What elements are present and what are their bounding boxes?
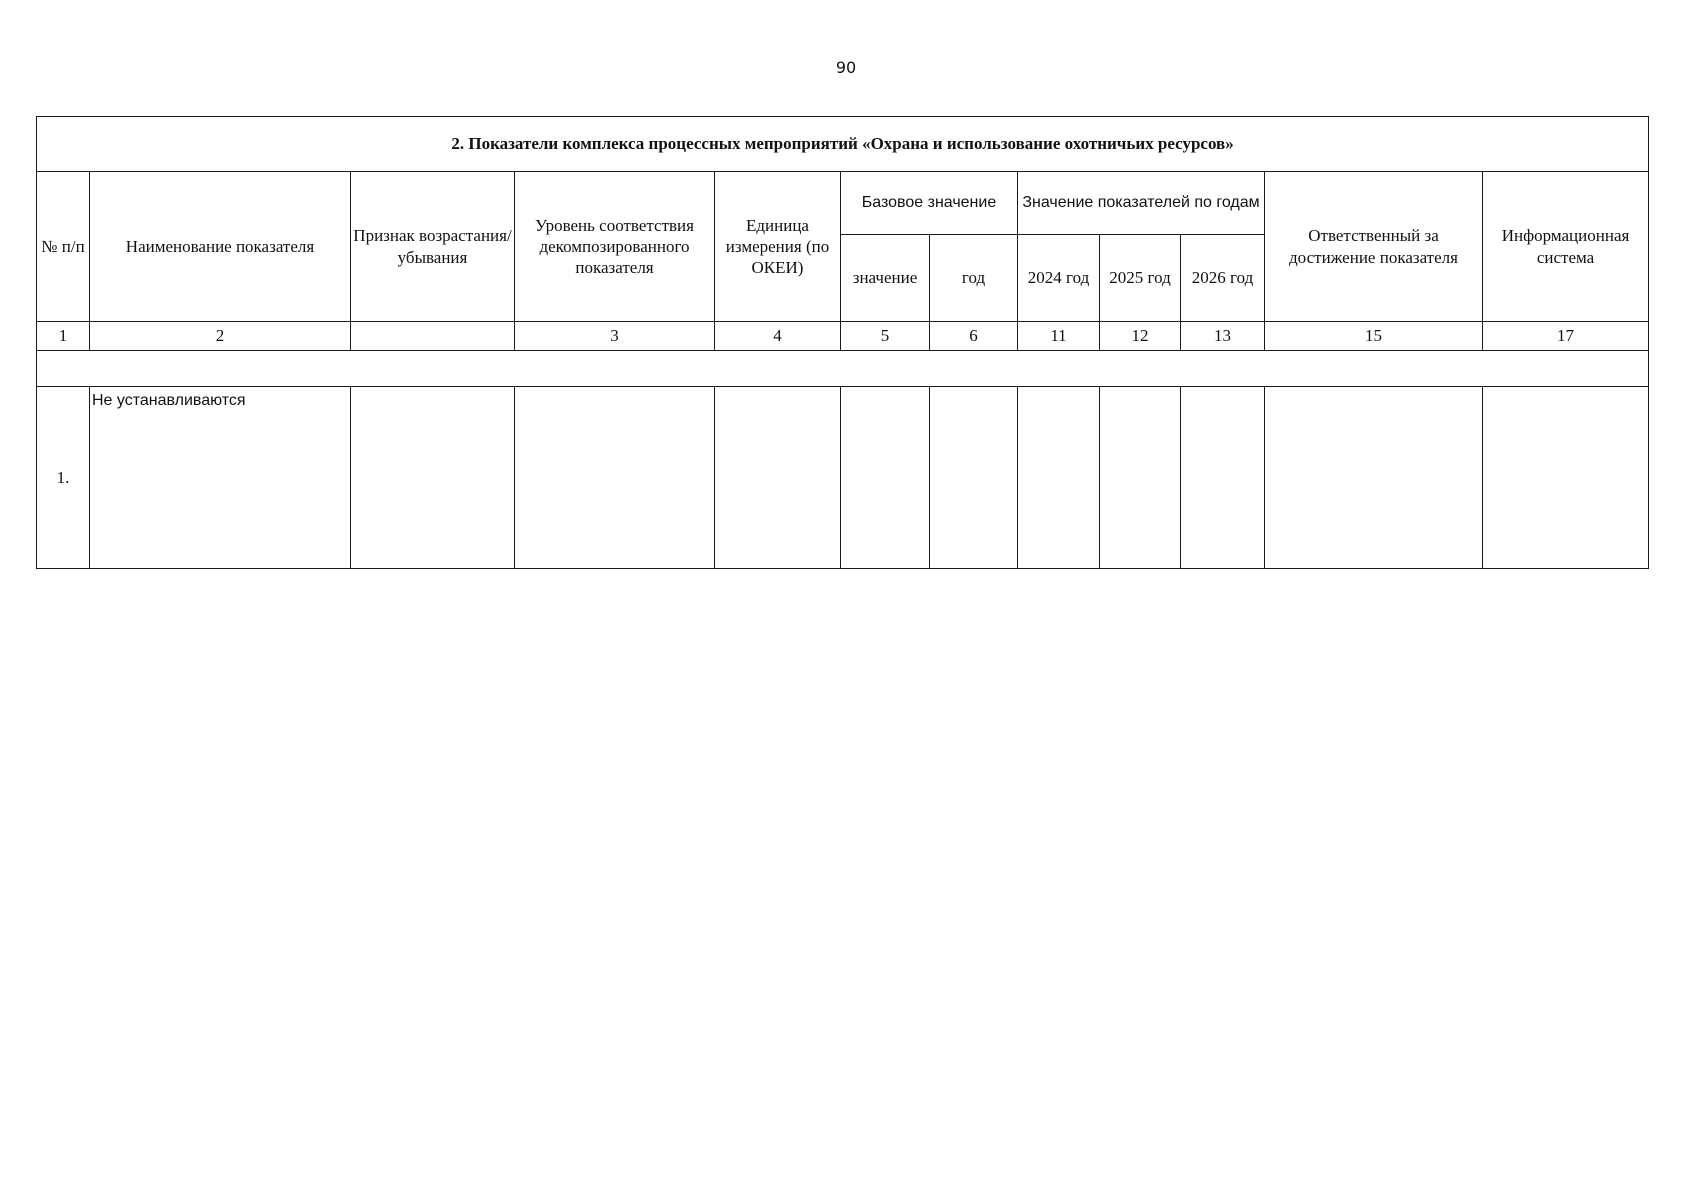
header-name: Наименование показателя: [90, 172, 351, 322]
header-year-2026: 2026 год: [1181, 235, 1265, 322]
header-year-2025: 2025 год: [1100, 235, 1181, 322]
header-years-group: Значение показателей по годам: [1018, 172, 1265, 235]
column-number: 12: [1100, 322, 1181, 351]
column-number: 5: [841, 322, 930, 351]
row-2025-cell: [1100, 387, 1181, 569]
header-base-value: значение: [841, 235, 930, 322]
header-base: Базовое значение: [841, 172, 1018, 235]
header-row-top: [37, 172, 1649, 235]
title-row: [37, 117, 1649, 172]
header-unit: Единица измерения (по ОКЕИ): [715, 172, 841, 322]
column-number: 17: [1483, 322, 1649, 351]
row-index: 1.: [37, 387, 90, 569]
header-level: Уровень соответствия декомпозированного показателя: [515, 172, 715, 322]
row-info-system-cell: [1483, 387, 1649, 569]
column-number: 13: [1181, 322, 1265, 351]
column-number: 4: [715, 322, 841, 351]
row-responsible-cell: [1265, 387, 1483, 569]
row-sign-cell: [351, 387, 515, 569]
row-name: Не устанавливаются: [90, 387, 351, 569]
table-title: 2. Показатели комплекса процессных мепроприятий «Охрана и использование охотничьих ресурсов»: [37, 117, 1649, 172]
row-base-value-cell: [841, 387, 930, 569]
column-number: 6: [930, 322, 1018, 351]
header-info-system: Информационная система: [1483, 172, 1649, 322]
indicators-table: [36, 116, 1649, 569]
header-responsible: Ответственный за достижение показателя: [1265, 172, 1483, 322]
row-2026-cell: [1181, 387, 1265, 569]
column-number: 2: [90, 322, 351, 351]
row-base-year-cell: [930, 387, 1018, 569]
column-number: 15: [1265, 322, 1483, 351]
header-year-2024: 2024 год: [1018, 235, 1100, 322]
column-number: 11: [1018, 322, 1100, 351]
column-number: [351, 322, 515, 351]
row-level-cell: [515, 387, 715, 569]
row-2024-cell: [1018, 387, 1100, 569]
column-number: 3: [515, 322, 715, 351]
empty-separator-cell: [37, 351, 1649, 387]
header-num: № п/п: [37, 172, 90, 322]
column-number: 1: [37, 322, 90, 351]
empty-separator-row: [37, 351, 1649, 387]
column-number-row: [37, 322, 1649, 351]
header-base-year: год: [930, 235, 1018, 322]
table-row: [37, 387, 1649, 569]
header-sign: Признак возрастания/ убывания: [351, 172, 515, 322]
row-unit-cell: [715, 387, 841, 569]
page-number: 90: [835, 58, 857, 77]
